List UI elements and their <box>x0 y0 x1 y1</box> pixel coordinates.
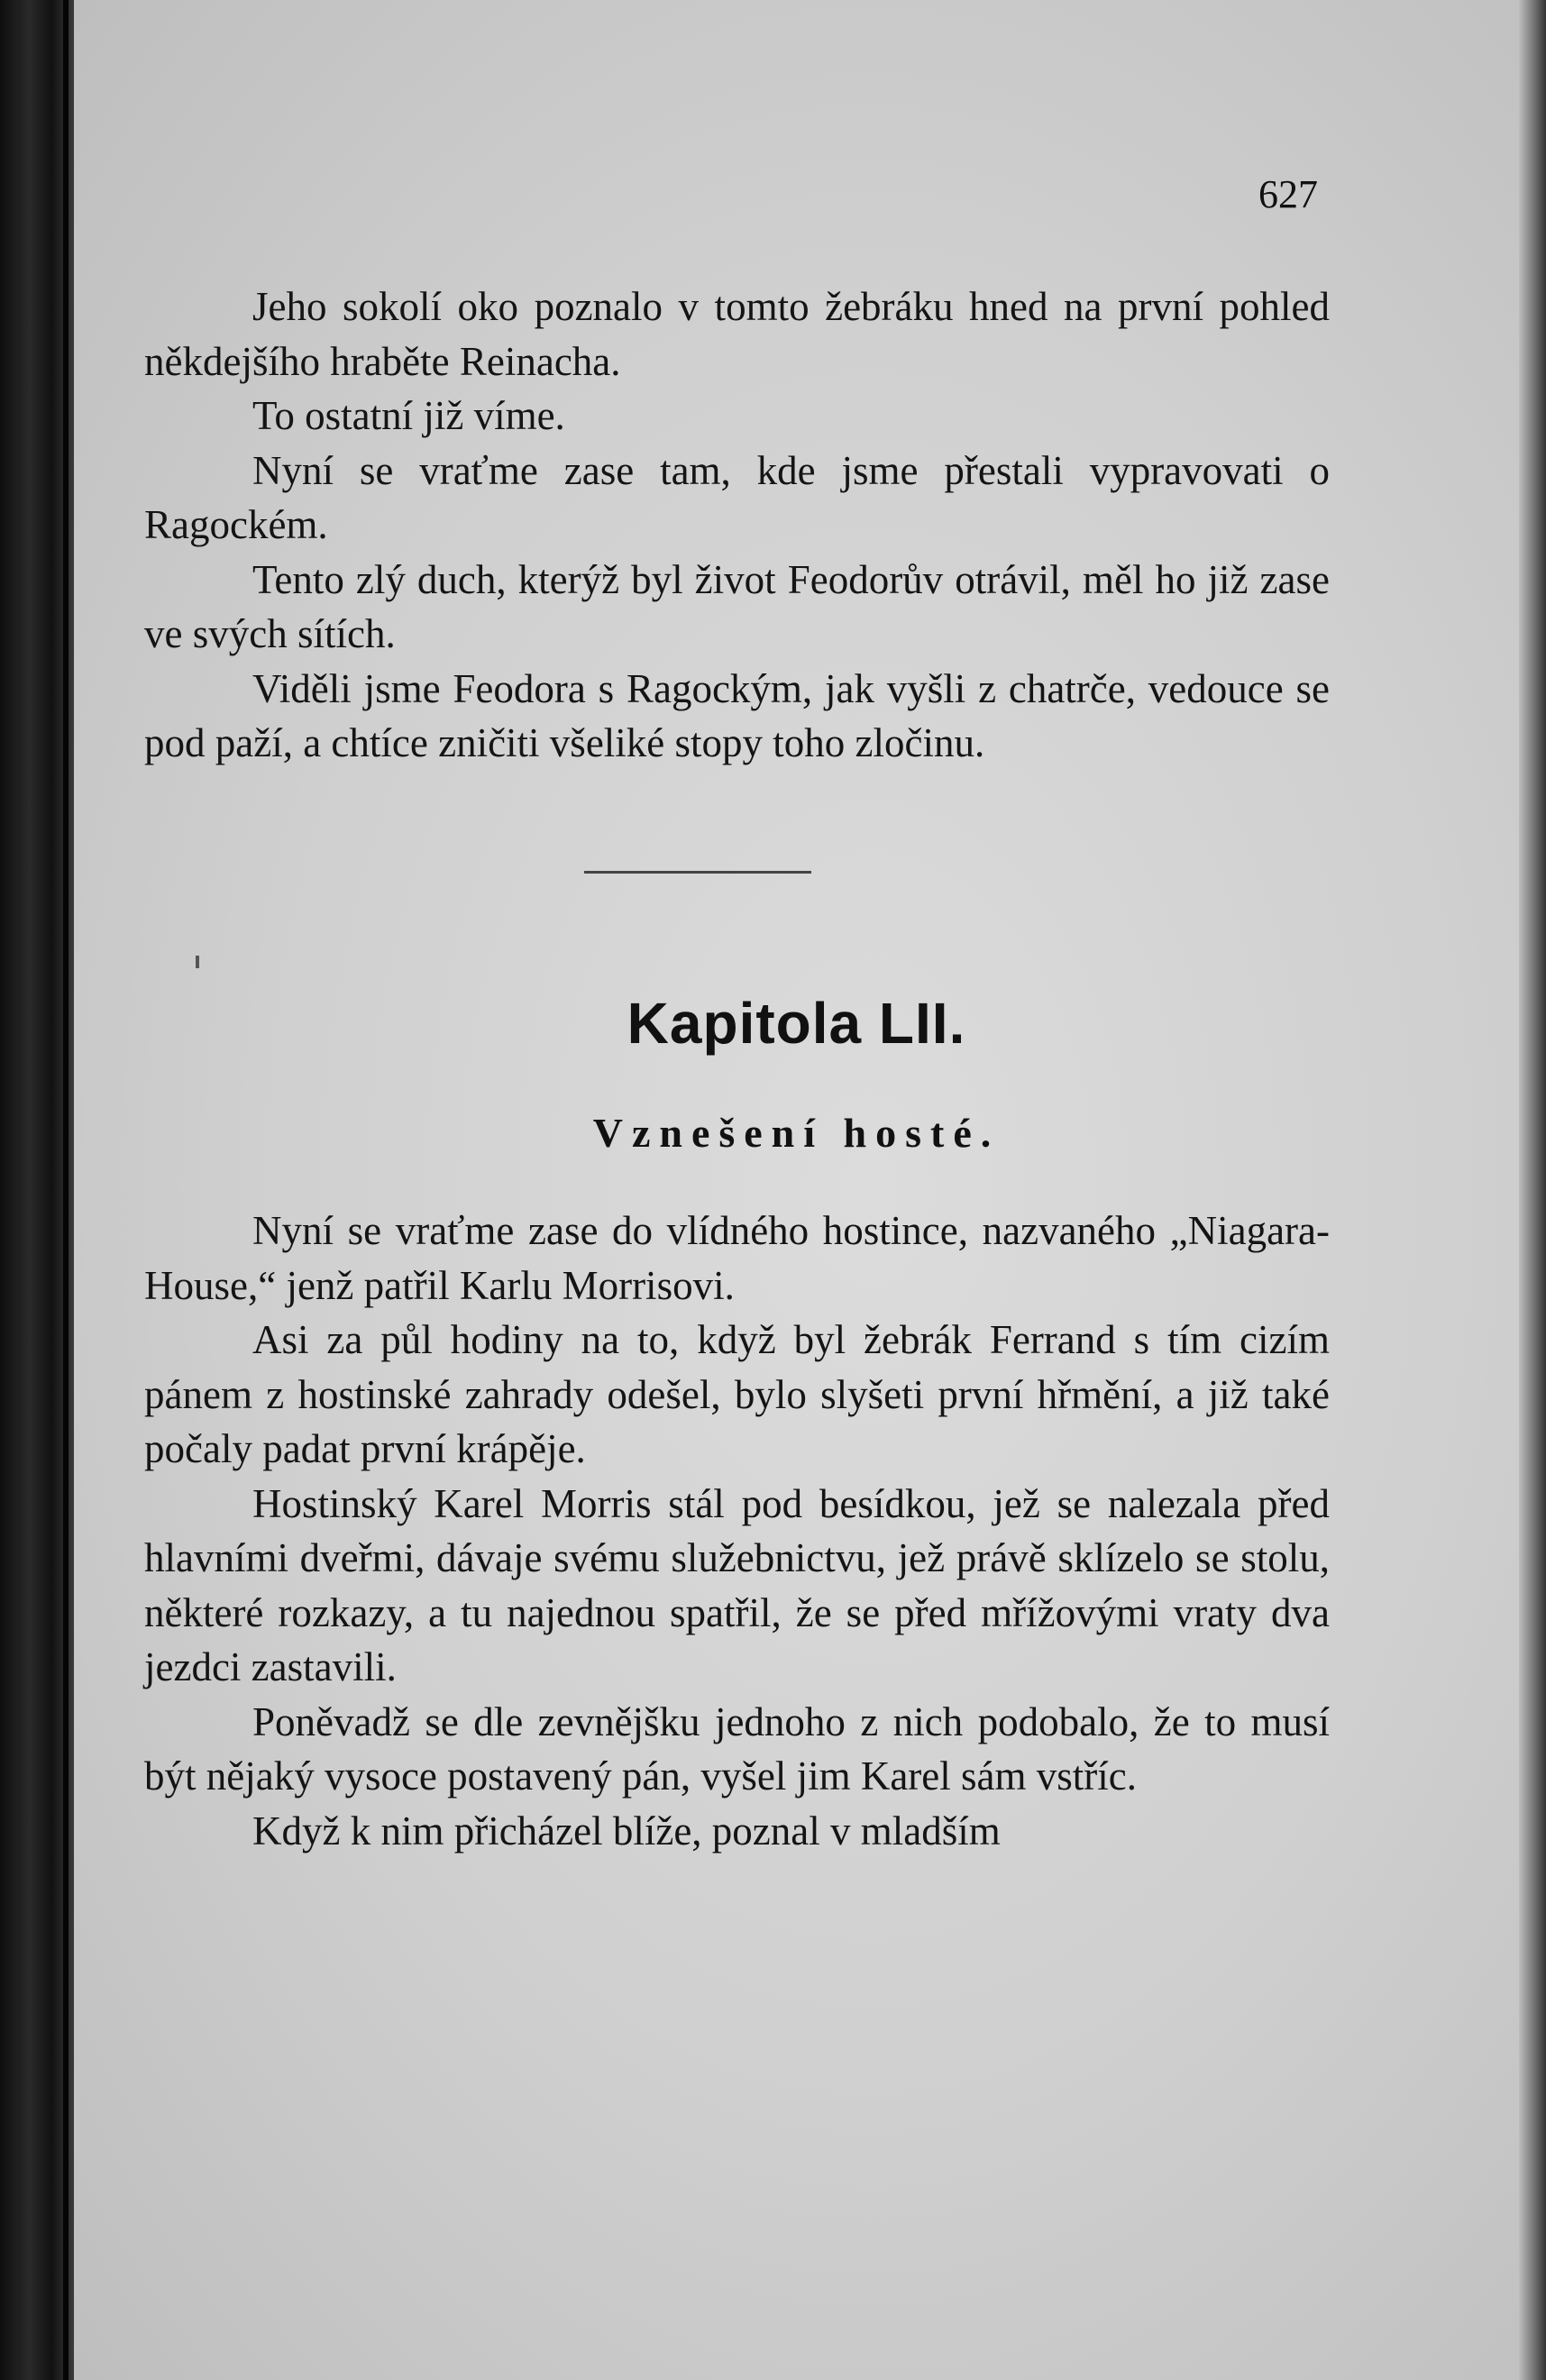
paragraph: Viděli jsme Feodora s Ragockým, jak vyšli z chatrče, vedouce se pod paží, a chtíce zničiti všeliké stopy toho zločinu. <box>144 665 1330 765</box>
paragraph: Poněvadž se dle zevnějšku jednoho z nich podobalo, že to musí být nějaký vysoce postavený pán, vyšel jim Karel sám vstříc. <box>144 1698 1330 1799</box>
paragraph: Jeho sokolí oko poznalo v tomto žebráku hned na první pohled někdejšího hraběte Reinacha. <box>144 284 1330 384</box>
book-spine-line <box>63 0 69 2380</box>
paragraph: To ostatní již víme. <box>252 393 565 438</box>
section-separator <box>584 871 811 874</box>
paragraph: Nyní se vraťme zase tam, kde jsme přestali vypravovati o Ragockém. <box>144 447 1330 547</box>
chapter-title: Kapitola LII. <box>627 991 966 1056</box>
paragraph: Když k nim přicházel blíže, poznal v mladším <box>252 1808 1001 1854</box>
page-speck <box>196 956 199 968</box>
top-text-block <box>144 279 1330 771</box>
paragraph: Nyní se vraťme zase do vlídného hostince, nazvaného „Niagara-House,“ jenž patřil Karlu Morrisovi. <box>144 1208 1330 1308</box>
paragraph: Hostinský Karel Morris stál pod besídkou, jež se nalezala před hlavními dveřmi, dávaje svému služebnictvu, jež právě sklízelo se stolu, některé rozkazy, a tu najednou spatřil, že se před mřížovými vraty dva jezdci zastavili. <box>144 1480 1330 1689</box>
chapter-subtitle: Vznešení hosté. <box>592 1110 1001 1156</box>
bottom-text-block <box>144 1204 1330 1858</box>
paragraph: Tento zlý duch, kterýž byl život Feodorův otrávil, měl ho již zase ve svých sítích. <box>144 556 1330 656</box>
paragraph: Asi za půl hodiny na to, když byl žebrák Ferrand s tím cizím pánem z hostinské zahrady odešel, bylo slyšeti první hřmění, a již také počaly padat první krápěje. <box>144 1317 1330 1471</box>
page-right-edge <box>1519 0 1546 2380</box>
page-number: 627 <box>1258 172 1318 216</box>
